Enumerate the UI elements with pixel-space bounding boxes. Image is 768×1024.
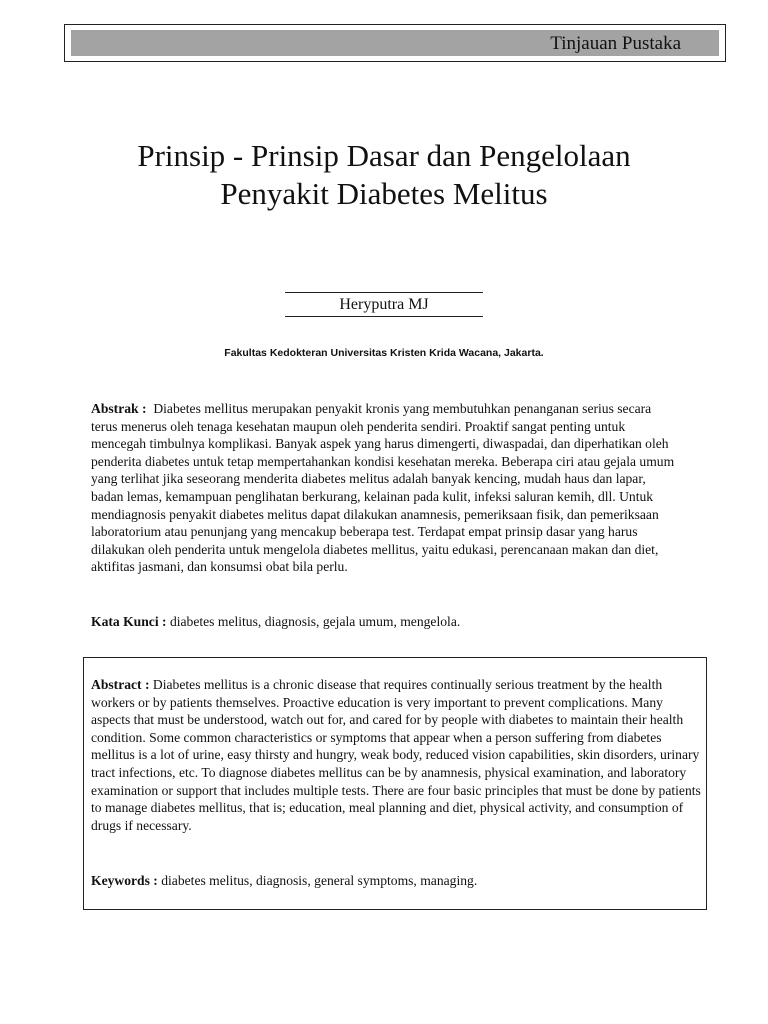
abstract-id-label: Abstrak : [91, 401, 147, 416]
keywords-english [91, 872, 691, 890]
abstract-en-label: Abstract : [91, 677, 150, 692]
author-rule-bottom [285, 316, 483, 317]
keywords-indonesian [91, 613, 681, 631]
header-box [64, 24, 726, 62]
header-bar [71, 30, 719, 56]
abstract-english [91, 676, 703, 834]
abstract-indonesian [91, 400, 681, 576]
paper-title [0, 137, 768, 213]
title-line-1: Prinsip - Prinsip Dasar dan Pengelolaan [137, 138, 631, 173]
keywords-id-text: diabetes melitus, diagnosis, gejala umum, mengelola. [169, 614, 461, 629]
keywords-id-label: Kata Kunci : [91, 614, 167, 629]
section-label: Tinjauan Pustaka [550, 33, 681, 54]
title-line-2: Penyakit Diabetes Melitus [220, 176, 548, 211]
abstract-en-text: Diabetes mellitus is a chronic disease that requires continually serious treatment by the health workers or by patients themselves. Proactive education is very important to prevent complications. Many aspects that must be understood, watch out for, and cared for by people with diabetes to maintain their health condition. Some common characteristics or symptoms that appear when a person suffering from diabetes mellitus is a lot of urine, easy thirsty and hungry, weak body, reduced vision capabilities, skin disorders, urinary tract infections, etc. To diagnose diabetes mellitus can be by anamnesis, physical examination, and laboratory examination or support that includes multiple tests. There are four basic principles that must be done by patients to manage diabetes mellitus, that is; education, meal planning and diet, physical activity, and consumption of drugs if necessary. [91, 677, 701, 833]
abstract-id-text: Diabetes mellitus merupakan penyakit kronis yang membutuhkan penanganan serius secara terus menerus oleh tenaga kesehatan maupun oleh penderita sendiri. Proaktif sangat penting untuk mencegah timbulnya komplikasi. Banyak aspek yang harus dimengerti, diwaspadai, dan diperhatikan oleh penderita diabetes untuk tetap mempertahankan kondisi kesehatan mereka. Beberapa ciri atau gejala umum yang terlihat jika seseorang menderita diabetes melitus adalah banyak kencing, mudah haus dan lapar, badan lemas, kemampuan penglihatan berkurang, kelainan pada kulit, infeksi saluran kemih, dll. Untuk mendiagnosis penyakit diabetes melitus dapat dilakukan anamnesis, pemeriksaan fisik, dan pemeriksaan laboratorium atau penunjang yang mencakup beberapa test. Terdapat empat prinsip dasar yang harus dilakukan oleh penderita untuk mengelola diabetes mellitus, yaitu edukasi, perencanaan makan dan diet, aktifitas jasmani, dan konsumsi obat bila perlu. [91, 401, 675, 575]
author-name: Heryputra MJ [339, 296, 429, 313]
author-rule-top [285, 292, 483, 293]
keywords-en-label: Keywords : [91, 873, 158, 888]
keywords-en-text: diabetes melitus, diagnosis, general symptoms, managing. [161, 873, 478, 888]
affiliation: Fakultas Kedokteran Universitas Kristen Krida Wacana, Jakarta. [224, 347, 544, 359]
